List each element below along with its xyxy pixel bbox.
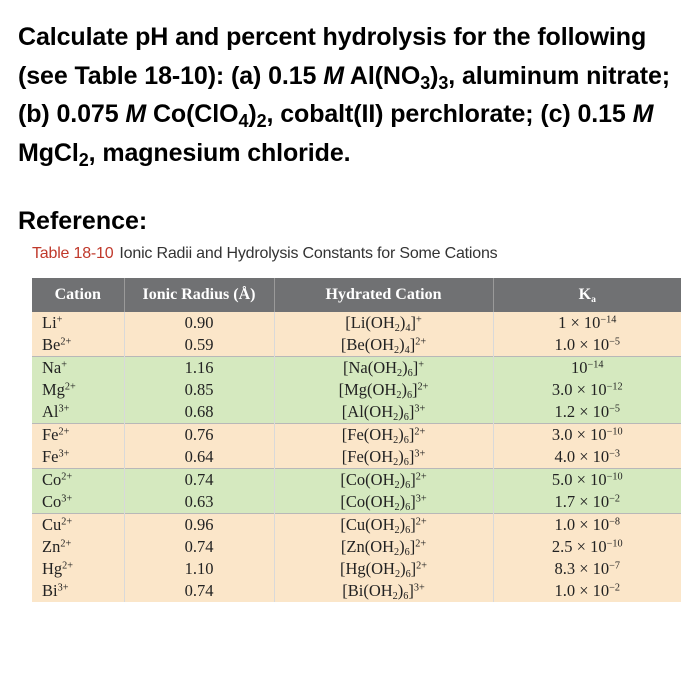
- cell-ka: $1.7 \times 10^{-2}$: [493, 491, 681, 514]
- cell-ionic-radius: 0.74: [124, 536, 274, 558]
- cell-cation: $Co^{3+}$: [32, 491, 124, 514]
- cell-ka: $2.5 \times 10^{-10}$: [493, 536, 681, 558]
- table-body: [32, 312, 681, 602]
- table-row: [32, 446, 681, 469]
- header-hydrated-cation: Hydrated Cation: [274, 278, 493, 312]
- cell-cation: Li+: [32, 312, 124, 334]
- table-row: [32, 334, 681, 357]
- cell-ionic-radius: 0.74: [124, 469, 274, 492]
- cell-ionic-radius: 0.68: [124, 401, 274, 424]
- cell-hydrated-cation: $[Co(OH2)6]^{3+}$: [274, 491, 493, 514]
- table-title: Ionic Radii and Hydrolysis Constants for Some Cations: [119, 245, 498, 262]
- header-ka: Ka: [493, 278, 681, 312]
- cell-ka: $1 \times 10^{-14}$: [493, 312, 681, 334]
- cell-cation: $Fe^{3+}$: [32, 446, 124, 469]
- cell-hydrated-cation: $[Hg(OH2)6]^{2+}$: [274, 558, 493, 580]
- cell-ka: $3.0 \times 10^{-12}$: [493, 379, 681, 401]
- cell-ionic-radius: 0.64: [124, 446, 274, 469]
- table-row: [32, 514, 681, 537]
- table-row: [32, 491, 681, 514]
- cell-cation: $Zn^{2+}$: [32, 536, 124, 558]
- cell-hydrated-cation: [Na(OH2)6]+: [274, 357, 493, 380]
- header-cation: Cation: [32, 278, 124, 312]
- cell-cation: $Al^{3+}$: [32, 401, 124, 424]
- cell-cation: $Be^{2+}$: [32, 334, 124, 357]
- cell-hydrated-cation: $[Co(OH2)6]^{2+}$: [274, 469, 493, 492]
- cell-ka: $4.0 \times 10^{-3}$: [493, 446, 681, 469]
- cell-ionic-radius: 0.96: [124, 514, 274, 537]
- cell-ionic-radius: 0.90: [124, 312, 274, 334]
- table-row: [32, 401, 681, 424]
- cell-hydrated-cation: $[Zn(OH2)6]^{2+}$: [274, 536, 493, 558]
- cell-hydrated-cation: $[Al(OH2)6]^{3+}$: [274, 401, 493, 424]
- cell-hydrated-cation: $[Fe(OH2)6]^{3+}$: [274, 446, 493, 469]
- table-row: [32, 580, 681, 602]
- cell-ionic-radius: 0.85: [124, 379, 274, 401]
- table-row: [32, 357, 681, 380]
- cell-ka: $1.2 \times 10^{-5}$: [493, 401, 681, 424]
- cell-cation: $Co^{2+}$: [32, 469, 124, 492]
- cell-hydrated-cation: [Li(OH2)4]+: [274, 312, 493, 334]
- cell-cation: $Mg^{2+}$: [32, 379, 124, 401]
- table-row: [32, 312, 681, 334]
- cell-hydrated-cation: $[Bi(OH2)6]^{3+}$: [274, 580, 493, 602]
- cell-ka: $5.0 \times 10^{-10}$: [493, 469, 681, 492]
- table-caption: [32, 245, 497, 263]
- hydrolysis-table: [32, 278, 681, 602]
- table-row: [32, 424, 681, 447]
- table-row: [32, 379, 681, 401]
- cell-ionic-radius: 0.74: [124, 580, 274, 602]
- question-text: Calculate pH and percent hydrolysis for the following (see Table 18-10): (a) 0.15 M $Al(NO_3)_3$, aluminum nitrate; (b) 0.075 M $Co(ClO_4)_2$, cobalt(II) perchlorate; (c) 0.15 M MgCl$_2$, magnesium chloride.: [18, 23, 671, 170]
- cell-ionic-radius: 0.63: [124, 491, 274, 514]
- table-row: [32, 469, 681, 492]
- cell-hydrated-cation: $[Cu(OH2)6]^{2+}$: [274, 514, 493, 537]
- cell-hydrated-cation: $[Fe(OH2)6]^{2+}$: [274, 424, 493, 447]
- table-header-row: [32, 278, 681, 312]
- header-ionic-radius: Ionic Radius (Å): [124, 278, 274, 312]
- cell-ionic-radius: 1.10: [124, 558, 274, 580]
- cell-ka: $1.0 \times 10^{-5}$: [493, 334, 681, 357]
- cell-ka: $10^{-14}$: [493, 357, 681, 380]
- cell-cation: $Fe^{2+}$: [32, 424, 124, 447]
- cell-ionic-radius: 0.59: [124, 334, 274, 357]
- cell-ionic-radius: 1.16: [124, 357, 274, 380]
- cell-cation: $Bi^{3+}$: [32, 580, 124, 602]
- table-row: [32, 558, 681, 580]
- cell-ka: $8.3 \times 10^{-7}$: [493, 558, 681, 580]
- cell-hydrated-cation: $[Mg(OH2)6]^{2+}$: [274, 379, 493, 401]
- cell-ka: $1.0 \times 10^{-8}$: [493, 514, 681, 537]
- cell-hydrated-cation: $[Be(OH2)4]^{2+}$: [274, 334, 493, 357]
- cell-cation: $Cu^{2+}$: [32, 514, 124, 537]
- cell-ka: $1.0 \times 10^{-2}$: [493, 580, 681, 602]
- cell-ionic-radius: 0.76: [124, 424, 274, 447]
- cell-cation: $Hg^{2+}$: [32, 558, 124, 580]
- cell-ka: $3.0 \times 10^{-10}$: [493, 424, 681, 447]
- reference-label: Reference:: [18, 207, 148, 235]
- cell-cation: Na+: [32, 357, 124, 380]
- table-number: Table 18-10: [32, 245, 114, 262]
- table-row: [32, 536, 681, 558]
